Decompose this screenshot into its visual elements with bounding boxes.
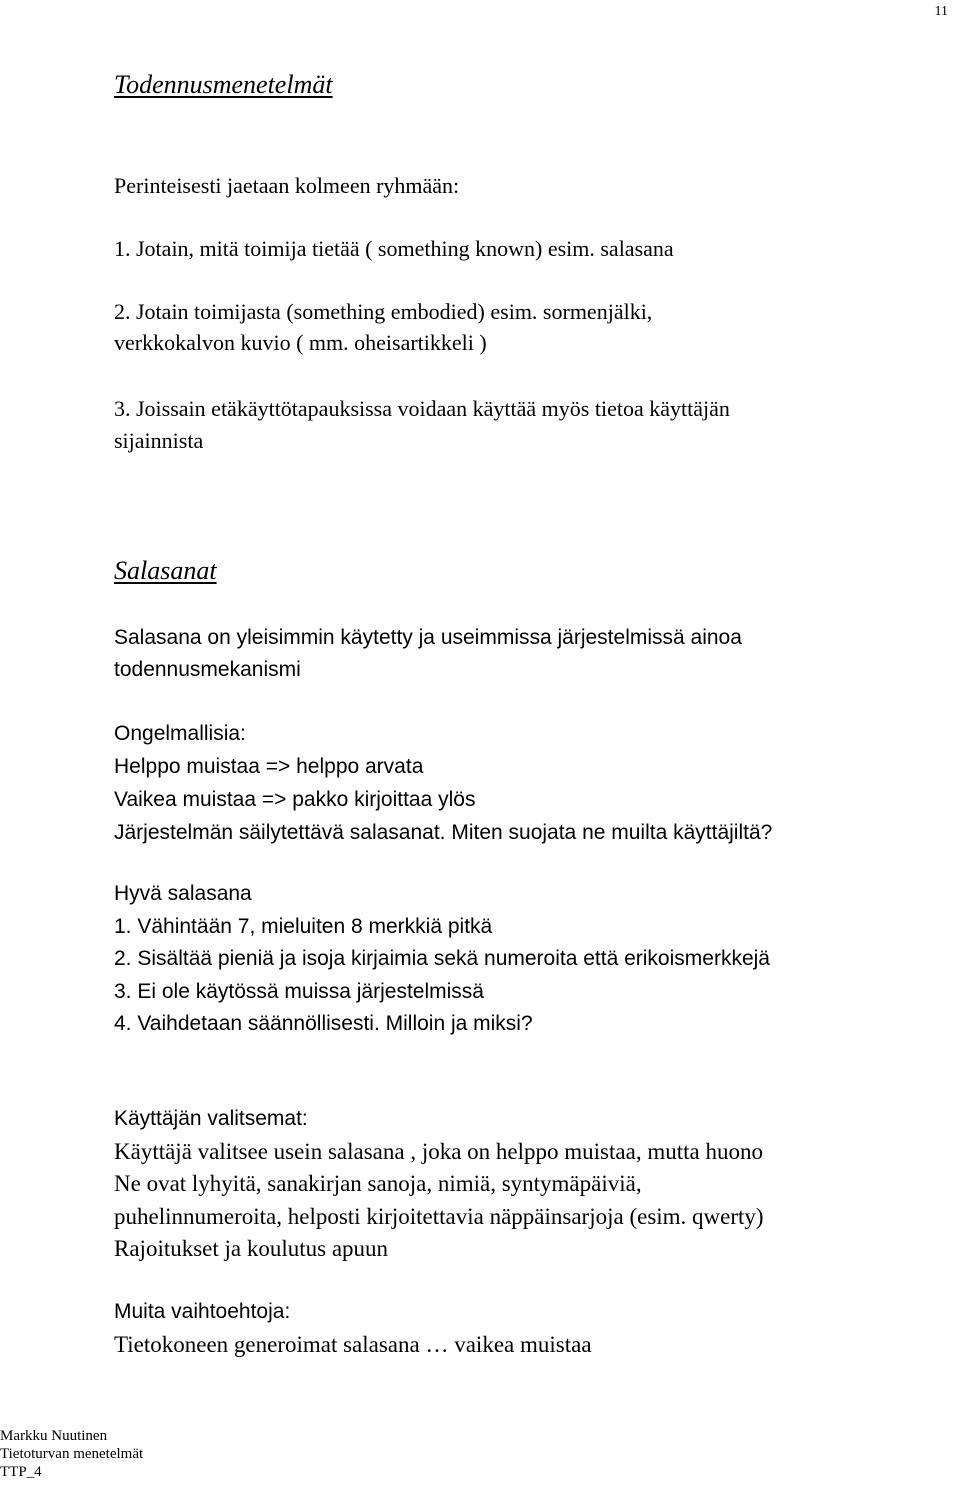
problems-line: Helppo muistaa => helppo arvata	[114, 755, 424, 778]
user-choices-title: Käyttäjän valitsemat:	[114, 1107, 308, 1130]
intro-text: Perinteisesti jaetaan kolmeen ryhmään:	[114, 173, 460, 198]
user-choices-line: Käyttäjä valitsee usein salasana , joka on helppo muistaa, mutta huono	[114, 1138, 763, 1164]
alternatives-block	[114, 1295, 592, 1361]
user-choices-line: Ne ovat lyhyitä, sanakirjan sanoja, nimiä, syntymäpäiviä,	[114, 1171, 642, 1197]
good-password-rule: 4. Vaihdetaan säännöllisesti. Milloin ja miksi?	[114, 1012, 533, 1035]
section-heading-passwords: Salasanat	[114, 556, 217, 585]
list-item-location-line1: 3. Joissain etäkäyttötapauksissa voidaan käyttää myös tietoa käyttäjän	[114, 396, 730, 421]
footer	[0, 1427, 143, 1481]
page-number: 11	[934, 4, 948, 19]
good-password-rule: 2. Sisältää pieniä ja isoja kirjaimia sekä numeroita että erikoismerkkejä	[114, 947, 770, 970]
problems-title: Ongelmallisia:	[114, 722, 246, 745]
good-password-rule: 3. Ei ole käytössä muissa järjestelmissä	[114, 979, 484, 1003]
problems-line: Järjestelmän säilytettävä salasanat. Miten suojata ne muilta käyttäjiltä?	[114, 821, 773, 844]
list-item-known: 1. Jotain, mitä toimija tietää ( something known) esim. salasana	[114, 236, 674, 261]
alternatives-title: Muita vaihtoehtoja:	[114, 1300, 291, 1323]
user-choices-line: Rajoitukset ja koulutus apuun	[114, 1236, 389, 1262]
good-password-block	[114, 878, 770, 1041]
passwords-intro	[114, 622, 742, 686]
footer-author: Markku Nuutinen	[0, 1428, 108, 1444]
passwords-intro-line2: todennusmekanismi	[114, 658, 301, 681]
footer-code: TTP_4	[0, 1464, 42, 1480]
footer-course: Tietoturvan menetelmät	[0, 1446, 144, 1462]
list-item-embodied-line2: verkkokalvon kuvio ( mm. oheisartikkeli )	[114, 330, 487, 355]
list-item-embodied-line1: 2. Jotain toimijasta (something embodied) esim. sormenjälki,	[114, 299, 653, 324]
passwords-intro-line1: Salasana on yleisimmin käytetty ja useimmissa järjestelmissä ainoa	[114, 626, 742, 649]
user-choices-line: puhelinnumeroita, helposti kirjoitettavia näppäinsarjoja (esim. qwerty)	[114, 1203, 764, 1229]
good-password-rule: 1. Vähintään 7, mieluiten 8 merkkiä pitkä	[114, 914, 493, 938]
problems-line: Vaikea muistaa => pakko kirjoittaa ylös	[114, 788, 476, 811]
good-password-title: Hyvä salasana	[114, 882, 252, 905]
user-choices-block	[114, 1103, 764, 1266]
alternatives-line: Tietokoneen generoimat salasana … vaikea muistaa	[114, 1332, 592, 1357]
list-item-location-line2: sijainnista	[114, 428, 204, 453]
section-heading-authentication-methods: Todennusmenetelmät	[114, 70, 333, 99]
problems-block	[114, 717, 772, 849]
